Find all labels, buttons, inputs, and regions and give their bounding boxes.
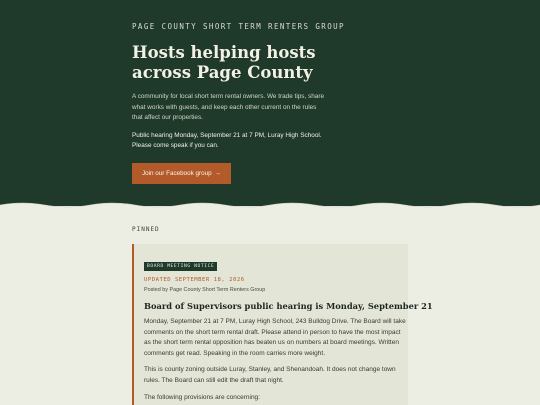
hero-description: A community for local short term rental owners. We trade tips, share what works with guests, and keep each other current on the rules that affect our properties.: [132, 93, 325, 121]
post-updated-date: UPDATED SEPTEMBER 18, 2026: [144, 277, 245, 283]
cta-label: Join our Facebook group: [142, 169, 212, 177]
pinned-section-label: PINNED: [132, 226, 160, 233]
hero-content: [132, 22, 345, 184]
post-badge: BOARD MEETING NOTICE: [144, 262, 217, 271]
site-eyebrow: PAGE COUNTY SHORT TERM RENTERS GROUP: [132, 22, 345, 31]
post-paragraph: This is county zoning outside Luray, Stanley, and Shenandoah. It does not change town rules. The Board can still edit the draft that night.: [144, 366, 396, 384]
post-title[interactable]: Board of Supervisors public hearing is Monday, September 21: [144, 301, 433, 311]
post-paragraph: The following provisions are concerning:: [144, 393, 260, 401]
post-paragraph: Monday, September 21 at 7 PM, Luray High School, 243 Bulldog Drive. The Board will take comments on the short term rental draft. Please attend in person to have the most impact as the short term rental opposition has beaten us on numbers at board meetings. Written comments get read. Speaking in the room carries more weight.: [144, 318, 406, 357]
hearing-notice: Public hearing Monday, September 21 at 7 PM, Luray High School. Please come speak if you can.: [132, 131, 322, 149]
arrow-right-icon: →: [214, 169, 221, 177]
join-facebook-group-button[interactable]: [132, 163, 231, 184]
post-author: Posted by Page County Short Term Renters Group: [144, 287, 266, 293]
wave-divider: [0, 199, 540, 211]
pinned-post-card[interactable]: [132, 244, 433, 405]
hero-title: Hosts helping hosts across Page County: [132, 43, 316, 82]
